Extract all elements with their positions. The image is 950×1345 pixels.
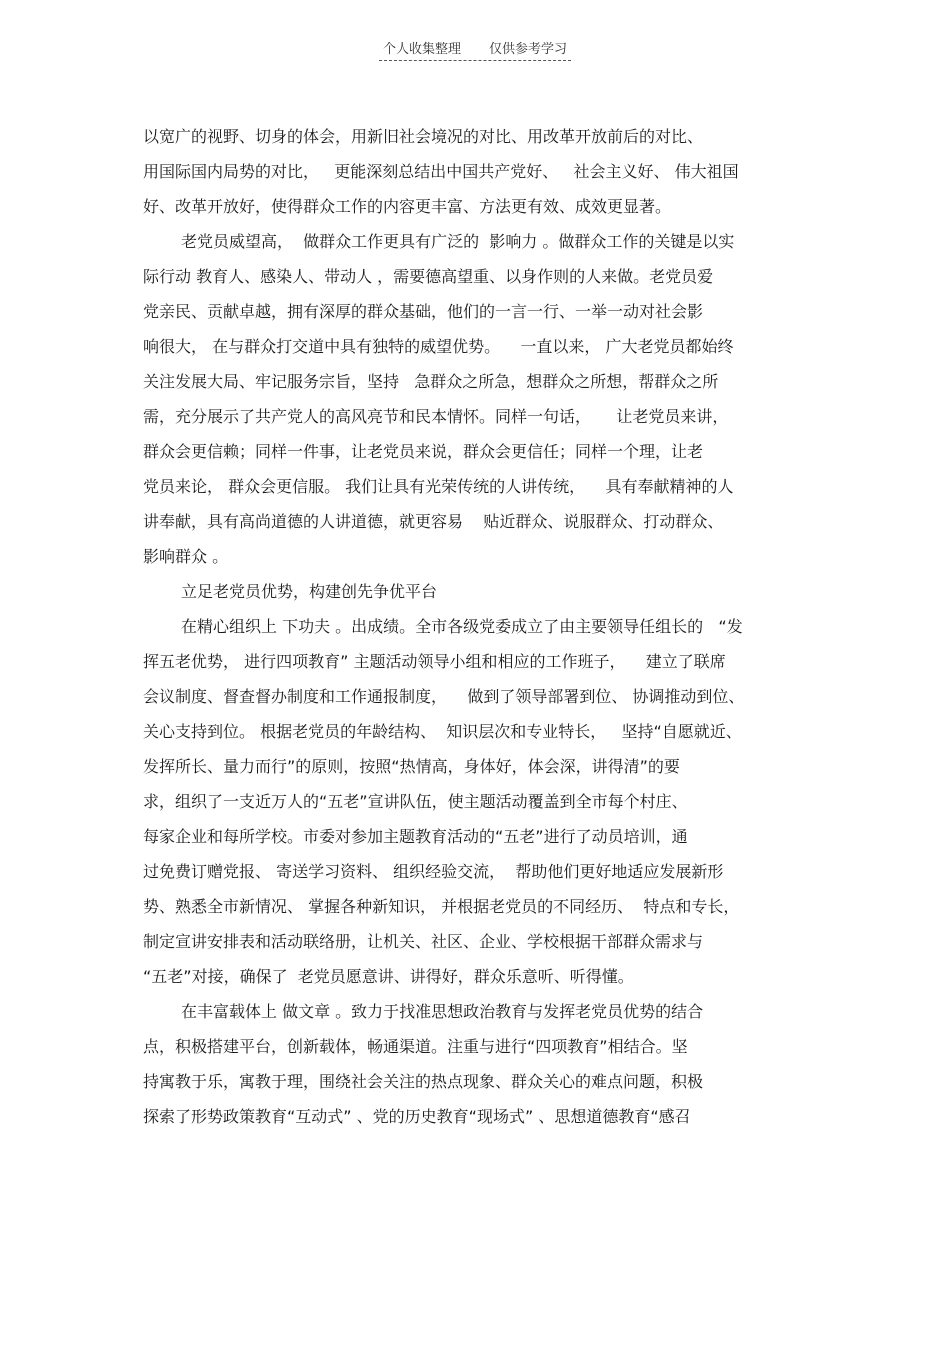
header-left-text: 个人收集整理 [382, 42, 461, 57]
text-line: 挥五老优势， 进行四项教育” 主题活动领导小组和相应的工作班子， 建立了联席 [143, 652, 726, 671]
text-line: 用国际国内局势的对比， 更能深刻总结出中国共产党好、 社会主义好、 伟大祖国 [143, 162, 739, 181]
text-line: 持寓教于乐，寓教于理，围绕社会关注的热点现象、群众关心的难点问题，积极 [143, 1072, 704, 1091]
header-note [379, 38, 571, 61]
text-line: 求，组织了一支近万人的“五老”宣讲队伍，使主题活动覆盖到全市每个村庄、 [143, 792, 688, 811]
text-line: 好、改革开放好，使得群众工作的内容更丰富、方法更有效、成效更显著。 [143, 197, 672, 216]
text-line: 制定宣讲安排表和活动联络册，让机关、社区、企业、学校根据干部群众需求与 [143, 932, 704, 951]
text-line: 党员来论， 群众会更信服。 我们让具有光荣传统的人讲传统， 具有奉献精神的人 [143, 477, 734, 496]
text-line: 需，充分展示了共产党人的高风亮节和民本情怀。同样一句话， 让老党员来讲， [143, 407, 729, 426]
text-line: 关心支持到位。 根据老党员的年龄结构、 知识层次和专业特长， 坚持“自愿就近、 [143, 722, 742, 741]
text-line: 关注发展大局、牢记服务宗旨，坚持 急群众之所急，想群众之所想，帮群众之所 [143, 372, 719, 391]
header-right-text: 仅供参考学习 [489, 42, 568, 57]
text-line: 立足老党员优势，构建创先争优平台 [181, 582, 438, 601]
text-line: 过免费订赠党报、 寄送学习资料、 组织经验交流， 帮助他们更好地适应发展新形 [143, 862, 724, 881]
text-line: 老党员威望高， 做群众工作更具有广泛的 影响力 。做群众工作的关键是以实 [181, 232, 735, 251]
text-line: 每家企业和每所学校。市委对参加主题教育活动的“五老”进行了动员培训，通 [143, 827, 688, 846]
text-line: 势、熟悉全市新情况、 掌握各种新知识， 并根据老党员的不同经历、 特点和专长， [143, 897, 740, 916]
text-line: 在丰富载体上 做文章 。致力于找准思想政治教育与发挥老党员优势的结合 [181, 1002, 704, 1021]
page-header [0, 38, 950, 61]
text-line: 点，积极搭建平台，创新载体，畅通渠道。注重与进行“四项教育”相结合。坚 [143, 1037, 688, 1056]
text-line: “五老”对接，确保了 老党员愿意讲、讲得好，群众乐意听、听得懂。 [143, 967, 634, 986]
text-line: 际行动 教育人、感染人、带动人 ，需要德高望重、以身作则的人来做。老党员爱 [143, 267, 714, 286]
text-line: 群众会更信赖；同样一件事，让老党员来说，群众会更信任；同样一个理，让老 [143, 442, 704, 461]
text-line: 探索了形势政策教育“互动式” 、党的历史教育“现场式” 、思想道德教育“感召 [143, 1107, 691, 1126]
document-body [143, 119, 807, 1134]
text-line: 讲奉献，具有高尚道德的人讲道德，就更容易 贴近群众、说服群众、打动群众、 [143, 512, 724, 531]
text-line: 响很大， 在与群众打交道中具有独特的威望优势。 一直以来， 广大老党员都始终 [143, 337, 734, 356]
text-line: 会议制度、督查督办制度和工作通报制度， 做到了领导部署到位、 协调推动到位、 [143, 687, 745, 706]
text-line: 以宽广的视野、切身的体会，用新旧社会境况的对比、用改革开放前后的对比、 [143, 127, 704, 146]
text-line: 发挥所长、量力而行”的原则，按照“热情高，身体好，体会深，讲得清”的要 [143, 757, 680, 776]
text-line: 影响群众 。 [143, 547, 229, 566]
text-line: 在精心组织上 下功夫 。出成绩。全市各级党委成立了由主要领导任组长的 “发 [181, 617, 743, 636]
text-line: 党亲民、贡献卓越，拥有深厚的群众基础，他们的一言一行、一举一动对社会影 [143, 302, 704, 321]
